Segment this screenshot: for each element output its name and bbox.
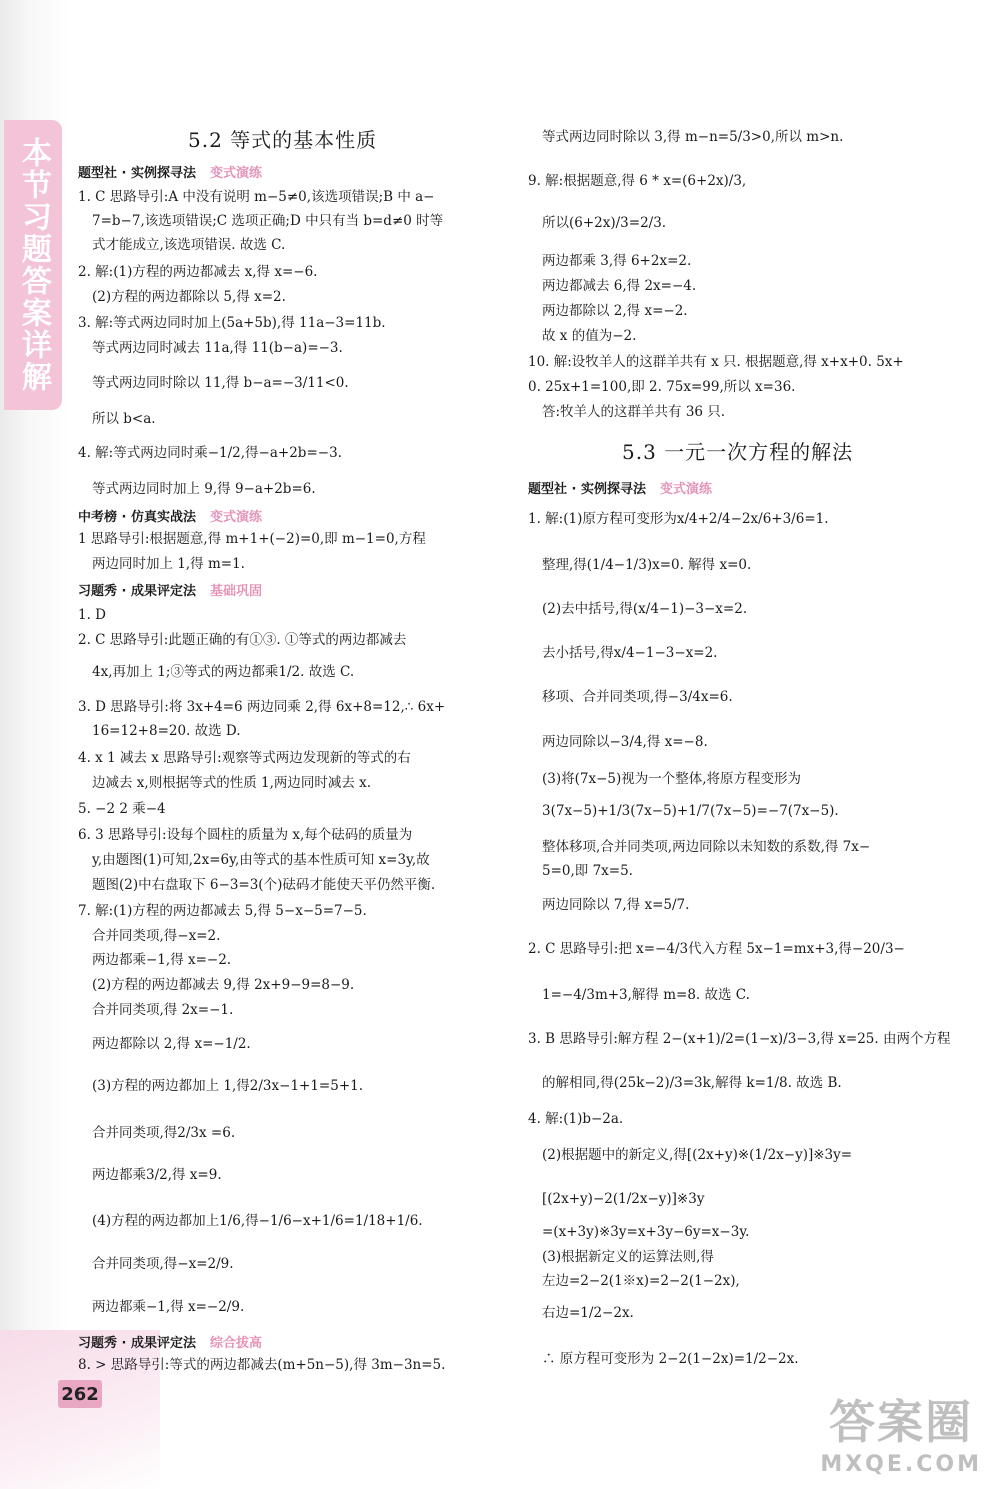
answer-line: 两边都除以 2,得 x=−2. bbox=[542, 303, 688, 319]
subheader-text: 题型社 · 实例探寻法 bbox=[528, 482, 646, 497]
answer-line: 4. 解:(1)b−2a. bbox=[528, 1111, 624, 1127]
answer-line: =(x+3y)※3y=x+3y−6y=x−3y. bbox=[542, 1224, 750, 1240]
answer-line: 两边同除以 7,得 x=5/7. bbox=[542, 897, 690, 913]
answer-line: 5=0,即 7x=5. bbox=[542, 863, 633, 879]
section-subheader bbox=[78, 506, 262, 525]
answer-line: (2)根据题中的新定义,得[(2x+y)※(1/2x−y)]※3y= bbox=[542, 1147, 853, 1163]
answer-line: 的解相同,得(25k−2)/3=3k,解得 k=1/8. 故选 B. bbox=[542, 1075, 842, 1091]
subheader-tag: 综合拔高 bbox=[210, 1336, 263, 1351]
section-subheader bbox=[78, 162, 262, 181]
answer-line: 16=12+8=20. 故选 D. bbox=[92, 723, 241, 739]
answer-line: 3(7x−5)+1/3(7x−5)+1/7(7x−5)=−7(7x−5). bbox=[542, 803, 839, 819]
answer-line: 所以 b<a. bbox=[92, 411, 156, 427]
answer-line: [(2x+y)−2(1/2x−y)]※3y bbox=[542, 1191, 705, 1207]
answer-line: (3)将(7x−5)视为一个整体,将原方程变形为 bbox=[542, 771, 802, 787]
corner-decoration bbox=[0, 1330, 160, 1489]
subheader-text: 习题秀 · 成果评定法 bbox=[78, 1336, 196, 1351]
answer-line: 7=b−7,该选项错误;C 选项正确;D 中只有当 b=d≠0 时等 bbox=[92, 213, 444, 229]
answer-line: 7. 解:(1)方程的两边都减去 5,得 5−x−5=7−5. bbox=[78, 903, 367, 919]
answer-line: 左边=2−2(1※x)=2−2(1−2x), bbox=[542, 1273, 740, 1289]
watermark-logo bbox=[820, 1386, 982, 1477]
answer-line: ∴ 原方程可变形为 2−2(1−2x)=1/2−2x. bbox=[542, 1351, 799, 1367]
answer-line: 0. 25x+1=100,即 2. 75x=99,所以 x=36. bbox=[528, 379, 796, 395]
answer-line: 2. C 思路导引:把 x=−4/3代入方程 5x−1=mx+3,得−20/3− bbox=[528, 941, 905, 957]
section-subheader bbox=[528, 478, 712, 497]
answer-line: 题图(2)中右盘取下 6−3=3(个)砝码才能使天平仍然平衡. bbox=[92, 877, 436, 893]
answer-line: 1. 解:(1)原方程可变形为x/4+2/4−2x/6+3/6=1. bbox=[528, 511, 829, 527]
answer-line: 6. 3 思路导引:设每个圆柱的质量为 x,每个砝码的质量为 bbox=[78, 827, 413, 843]
answer-line: 1. C 思路导引:A 中没有说明 m−5≠0,该选项错误;B 中 a− bbox=[78, 189, 435, 205]
answer-line: 两边都乘−1,得 x=−2/9. bbox=[92, 1299, 245, 1315]
subheader-tag: 变式演练 bbox=[210, 510, 263, 525]
answer-line: 5. −2 2 乘−4 bbox=[78, 801, 166, 817]
section-subheader bbox=[78, 580, 262, 599]
answer-line: 答:牧羊人的这群羊共有 36 只. bbox=[542, 404, 726, 420]
chapter-side-tab bbox=[4, 120, 62, 410]
answer-line: 右边=1/2−2x. bbox=[542, 1305, 634, 1321]
answer-line: 整体移项,合并同类项,两边同除以未知数的系数,得 7x− bbox=[542, 839, 871, 855]
answer-line: 2. 解:(1)方程的两边都减去 x,得 x=−6. bbox=[78, 264, 318, 280]
answer-line: (2)去中括号,得(x/4−1)−3−x=2. bbox=[542, 601, 748, 617]
answer-line: 等式两边同时减去 11a,得 11(b−a)=−3. bbox=[92, 340, 343, 356]
answer-line: (3)根据新定义的运算法则,得 bbox=[542, 1249, 714, 1265]
answer-line: 去小括号,得x/4−1−3−x=2. bbox=[542, 645, 718, 661]
answer-line: y,由题图(1)可知,2x=6y,由等式的基本性质可知 x=3y,故 bbox=[92, 852, 430, 868]
answer-line: 合并同类项,得2/3x =6. bbox=[92, 1125, 236, 1141]
watermark-url: MXQE.COM bbox=[820, 1452, 982, 1477]
section-subheader bbox=[78, 1332, 262, 1351]
answer-line: 等式两边同时加上 9,得 9−a+2b=6. bbox=[92, 481, 316, 497]
answer-line: 等式两边同时除以 11,得 b−a=−3/11<0. bbox=[92, 375, 349, 391]
answer-line: 1=−4/3m+3,解得 m=8. 故选 C. bbox=[542, 987, 750, 1003]
subheader-text: 中考榜 · 仿真实战法 bbox=[78, 510, 196, 525]
answer-line: 3. 解:等式两边同时加上(5a+5b),得 11a−3=11b. bbox=[78, 315, 386, 331]
answer-line: (2)方程的两边都减去 9,得 2x+9−9=8−9. bbox=[92, 977, 355, 993]
answer-line: 式才能成立,该选项错误. 故选 C. bbox=[92, 237, 286, 253]
section-title-5-2: 5.2 等式的基本性质 bbox=[188, 128, 378, 152]
answer-line: 合并同类项,得−x=2. bbox=[92, 928, 221, 944]
answer-line: 两边都乘−1,得 x=−2. bbox=[92, 952, 232, 968]
answer-line: 两边都除以 2,得 x=−1/2. bbox=[92, 1036, 251, 1052]
answer-line: 移项、合并同类项,得−3/4x=6. bbox=[542, 689, 733, 705]
answer-line: 3. D 思路导引:将 3x+4=6 两边同乘 2,得 6x+8=12,∴ 6x+ bbox=[78, 699, 446, 715]
answer-line: 1 思路导引:根据题意,得 m+1+(−2)=0,即 m−1=0,方程 bbox=[78, 531, 426, 547]
subheader-tag: 变式演练 bbox=[660, 482, 713, 497]
section-title-5-3: 5.3 一元一次方程的解法 bbox=[622, 440, 854, 464]
answer-line: 合并同类项,得 2x=−1. bbox=[92, 1002, 234, 1018]
answer-line: 两边都减去 6,得 2x=−4. bbox=[542, 278, 697, 294]
answer-line: 两边都乘 3,得 6+2x=2. bbox=[542, 253, 692, 269]
answer-line: 4. x 1 减去 x 思路导引:观察等式两边发现新的等式的右 bbox=[78, 750, 411, 766]
answer-line: 等式两边同时除以 3,得 m−n=5/3>0,所以 m>n. bbox=[542, 129, 844, 145]
watermark-title: 答案圈 bbox=[829, 1395, 974, 1449]
answer-line: 4x,再加上 1;③等式的两边都乘1/2. 故选 C. bbox=[92, 664, 355, 680]
answer-line: 2. C 思路导引:此题正确的有①③. ①等式的两边都减去 bbox=[78, 632, 407, 648]
answer-line: 合并同类项,得−x=2/9. bbox=[92, 1256, 234, 1272]
side-tab-label: 本节习题答案详解 bbox=[16, 137, 51, 393]
answer-line: (4)方程的两边都加上1/6,得−1/6−x+1/6=1/18+1/6. bbox=[92, 1213, 423, 1229]
subheader-tag: 变式演练 bbox=[210, 166, 263, 181]
subheader-text: 习题秀 · 成果评定法 bbox=[78, 584, 196, 599]
answer-line: 所以(6+2x)/3=2/3. bbox=[542, 215, 667, 231]
answer-line: 两边都乘3/2,得 x=9. bbox=[92, 1167, 222, 1183]
answer-line: 9. 解:根据题意,得 6 * x=(6+2x)/3, bbox=[528, 173, 747, 189]
answer-line: 故 x 的值为−2. bbox=[542, 328, 637, 344]
answer-line: 4. 解:等式两边同时乘−1/2,得−a+2b=−3. bbox=[78, 445, 342, 461]
answer-line: (2)方程的两边都除以 5,得 x=2. bbox=[92, 289, 286, 305]
subheader-tag: 基础巩固 bbox=[210, 584, 263, 599]
answer-line: 10. 解:设牧羊人的这群羊共有 x 只. 根据题意,得 x+x+0. 5x+ bbox=[528, 354, 904, 370]
answer-line: 8. > 思路导引:等式的两边都减去(m+5n−5),得 3m−3n=5. bbox=[78, 1357, 446, 1373]
answer-line: 3. B 思路导引:解方程 2−(x+1)/2=(1−x)/3−3,得 x=25. 由两个方程 bbox=[528, 1031, 951, 1047]
answer-line: 两边同除以−3/4,得 x=−8. bbox=[542, 734, 708, 750]
page-number: 262 bbox=[58, 1380, 102, 1408]
subheader-text: 题型社 · 实例探寻法 bbox=[78, 166, 196, 181]
answer-line: 整理,得(1/4−1/3)x=0. 解得 x=0. bbox=[542, 557, 752, 573]
answer-line: (3)方程的两边都加上 1,得2/3x−1+1=5+1. bbox=[92, 1078, 364, 1094]
answer-line: 1. D bbox=[78, 607, 106, 623]
answer-line: 边减去 x,则根据等式的性质 1,两边同时减去 x. bbox=[92, 775, 372, 791]
answer-line: 两边同时加上 1,得 m=1. bbox=[92, 556, 245, 572]
